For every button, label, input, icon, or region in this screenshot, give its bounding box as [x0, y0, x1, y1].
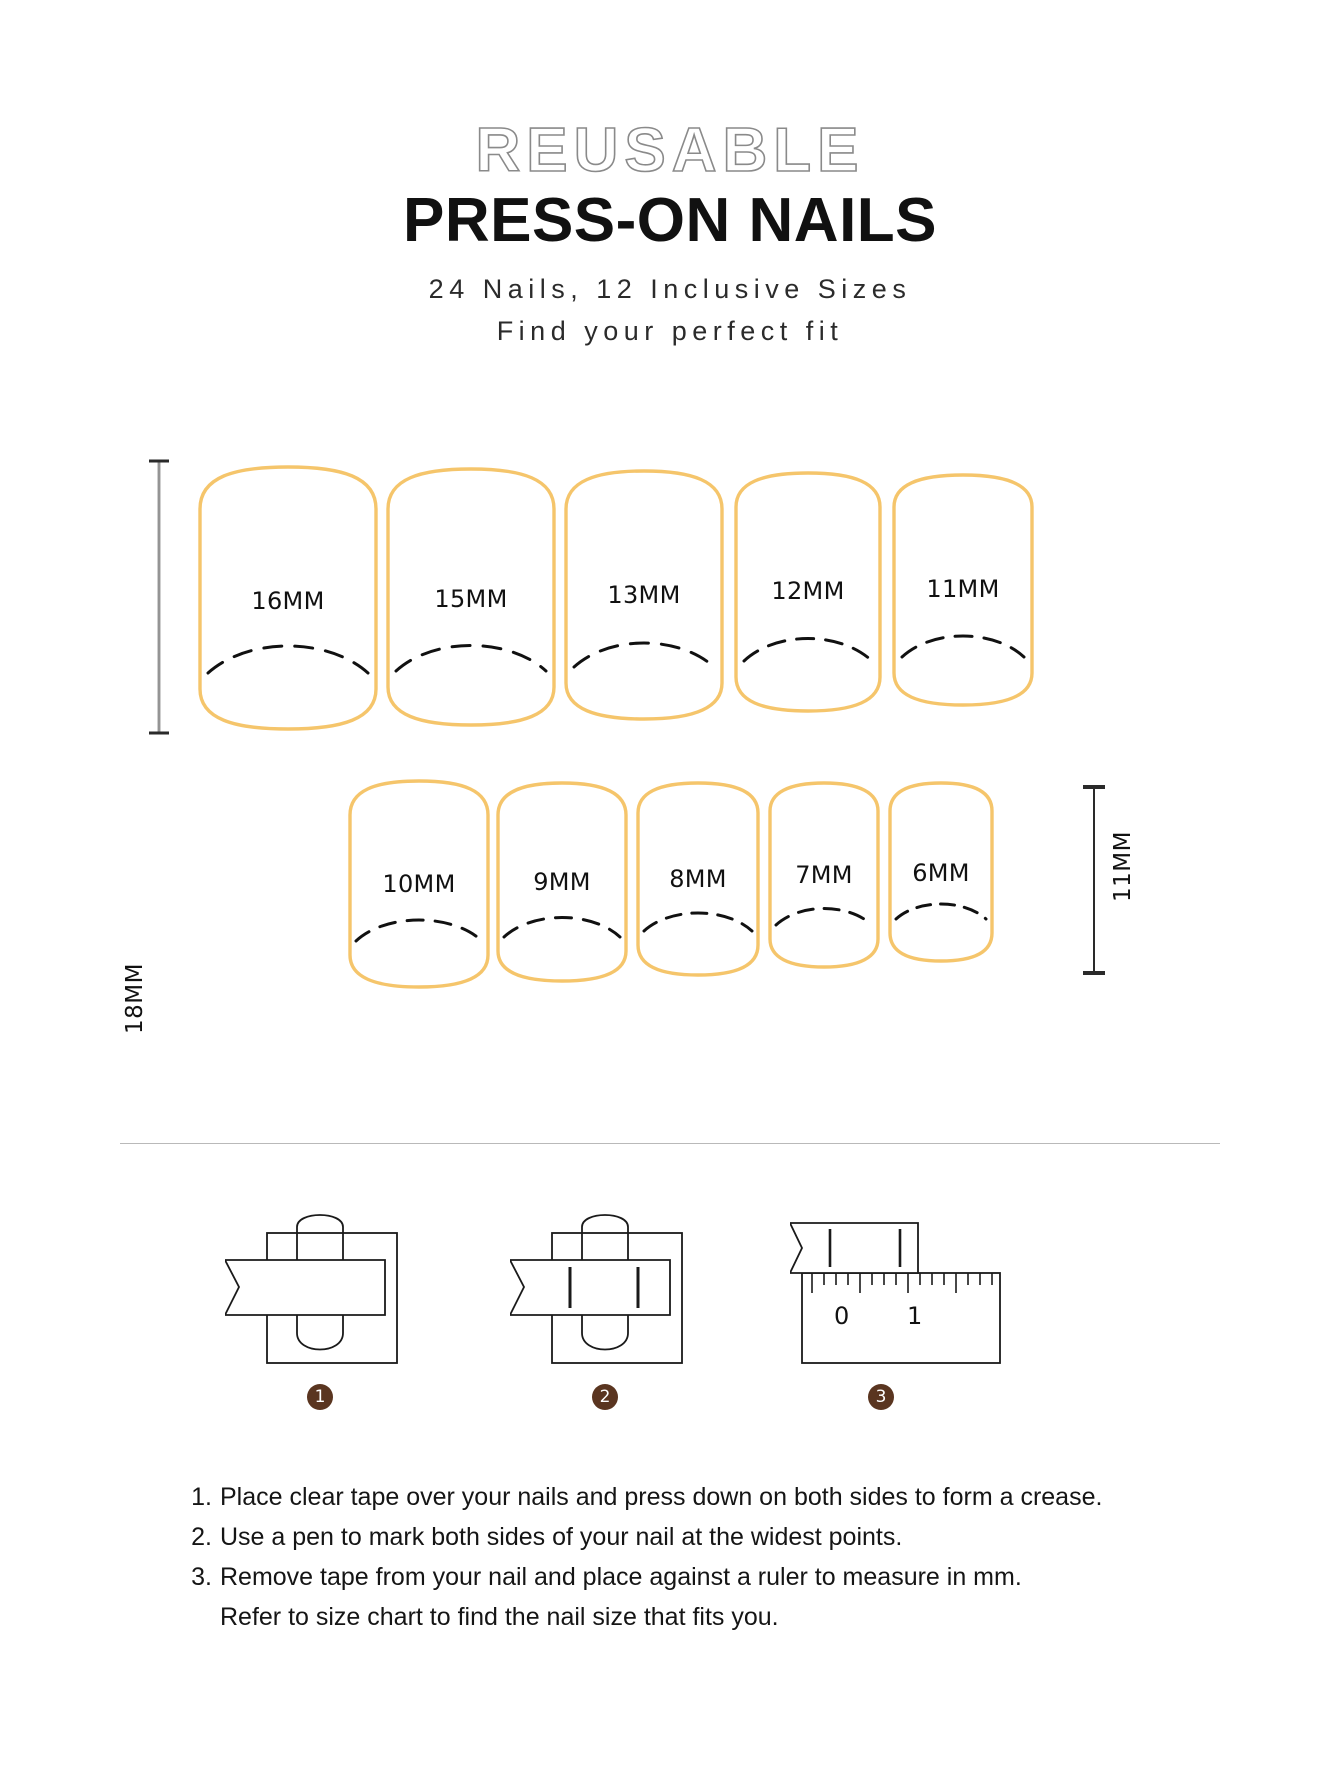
nail-size-label: 8MM: [669, 865, 727, 893]
nail-size-label: 13MM: [607, 581, 681, 609]
step-badge: 2: [592, 1384, 618, 1410]
nail-size-label: 16MM: [251, 587, 325, 615]
nail-9mm: [488, 773, 636, 987]
section-divider: [120, 1143, 1220, 1144]
nail-size-label: 7MM: [795, 861, 853, 889]
instruction-number: 2.: [191, 1523, 212, 1551]
measuring-steps: [0, 1205, 1340, 1455]
nail-size-label: 6MM: [912, 859, 970, 887]
ruler-tick-label-1: 1: [907, 1302, 923, 1330]
dimension-label-11mm: 11MM: [1110, 831, 1136, 902]
nail-size-label: 10MM: [382, 870, 456, 898]
nail-row-2: [340, 773, 1002, 993]
step-1-illustration: [225, 1205, 415, 1370]
instruction-number: 3.: [191, 1563, 212, 1591]
nail-size-label: 12MM: [771, 577, 845, 605]
step-1: [225, 1205, 415, 1410]
nail-size-label: 9MM: [533, 868, 591, 896]
title-outline: REUSABLE: [475, 116, 865, 185]
step-3: [790, 1205, 1020, 1410]
nail-6mm: [880, 773, 1002, 967]
nail-10mm: [340, 773, 498, 993]
instruction-item: [178, 1478, 1188, 1516]
instruction-item: [178, 1558, 1188, 1596]
step-2: [510, 1205, 700, 1410]
nail-15mm: [376, 461, 566, 733]
nail-16mm: [188, 461, 388, 736]
page-title: PRESS-ON NAILS: [402, 186, 938, 255]
nail-size-label: 11MM: [926, 575, 1000, 603]
instruction-text: Use a pen to mark both sides of your nail at the widest points.: [220, 1523, 903, 1551]
nail-11mm: [882, 461, 1044, 713]
nail-7mm: [760, 773, 888, 973]
nail-size-label: 15MM: [434, 585, 508, 613]
nail-row-1: [188, 461, 1044, 736]
page-header: [0, 116, 1340, 353]
dimension-label-18mm: 18MM: [122, 963, 148, 1034]
step-badge: 3: [868, 1384, 894, 1410]
nail-8mm: [628, 773, 768, 981]
ruler-tick-label-0: 0: [834, 1302, 850, 1330]
subtitle-line-1: 24 Nails, 12 Inclusive Sizes: [428, 274, 912, 305]
dimension-arrow-vertical-11mm: [1082, 781, 1106, 981]
instruction-number: 1.: [191, 1483, 212, 1511]
nail-size-chart: [0, 455, 1340, 1034]
instructions-list: [178, 1478, 1188, 1636]
step-badge: 1: [307, 1384, 333, 1410]
instruction-continued: Refer to size chart to find the nail size that fits you.: [220, 1603, 779, 1631]
step-3-illustration: [790, 1205, 1020, 1370]
nail-12mm: [724, 461, 892, 719]
step-2-illustration: [510, 1205, 700, 1370]
instruction-text: Place clear tape over your nails and press down on both sides to form a crease.: [220, 1483, 1103, 1511]
instruction-text: Remove tape from your nail and place against a ruler to measure in mm.: [220, 1563, 1022, 1591]
subtitle-line-2: Find your perfect fit: [496, 315, 844, 346]
instruction-item: [178, 1518, 1188, 1556]
nail-13mm: [554, 461, 734, 727]
dimension-arrow-vertical-18mm: [148, 455, 170, 740]
